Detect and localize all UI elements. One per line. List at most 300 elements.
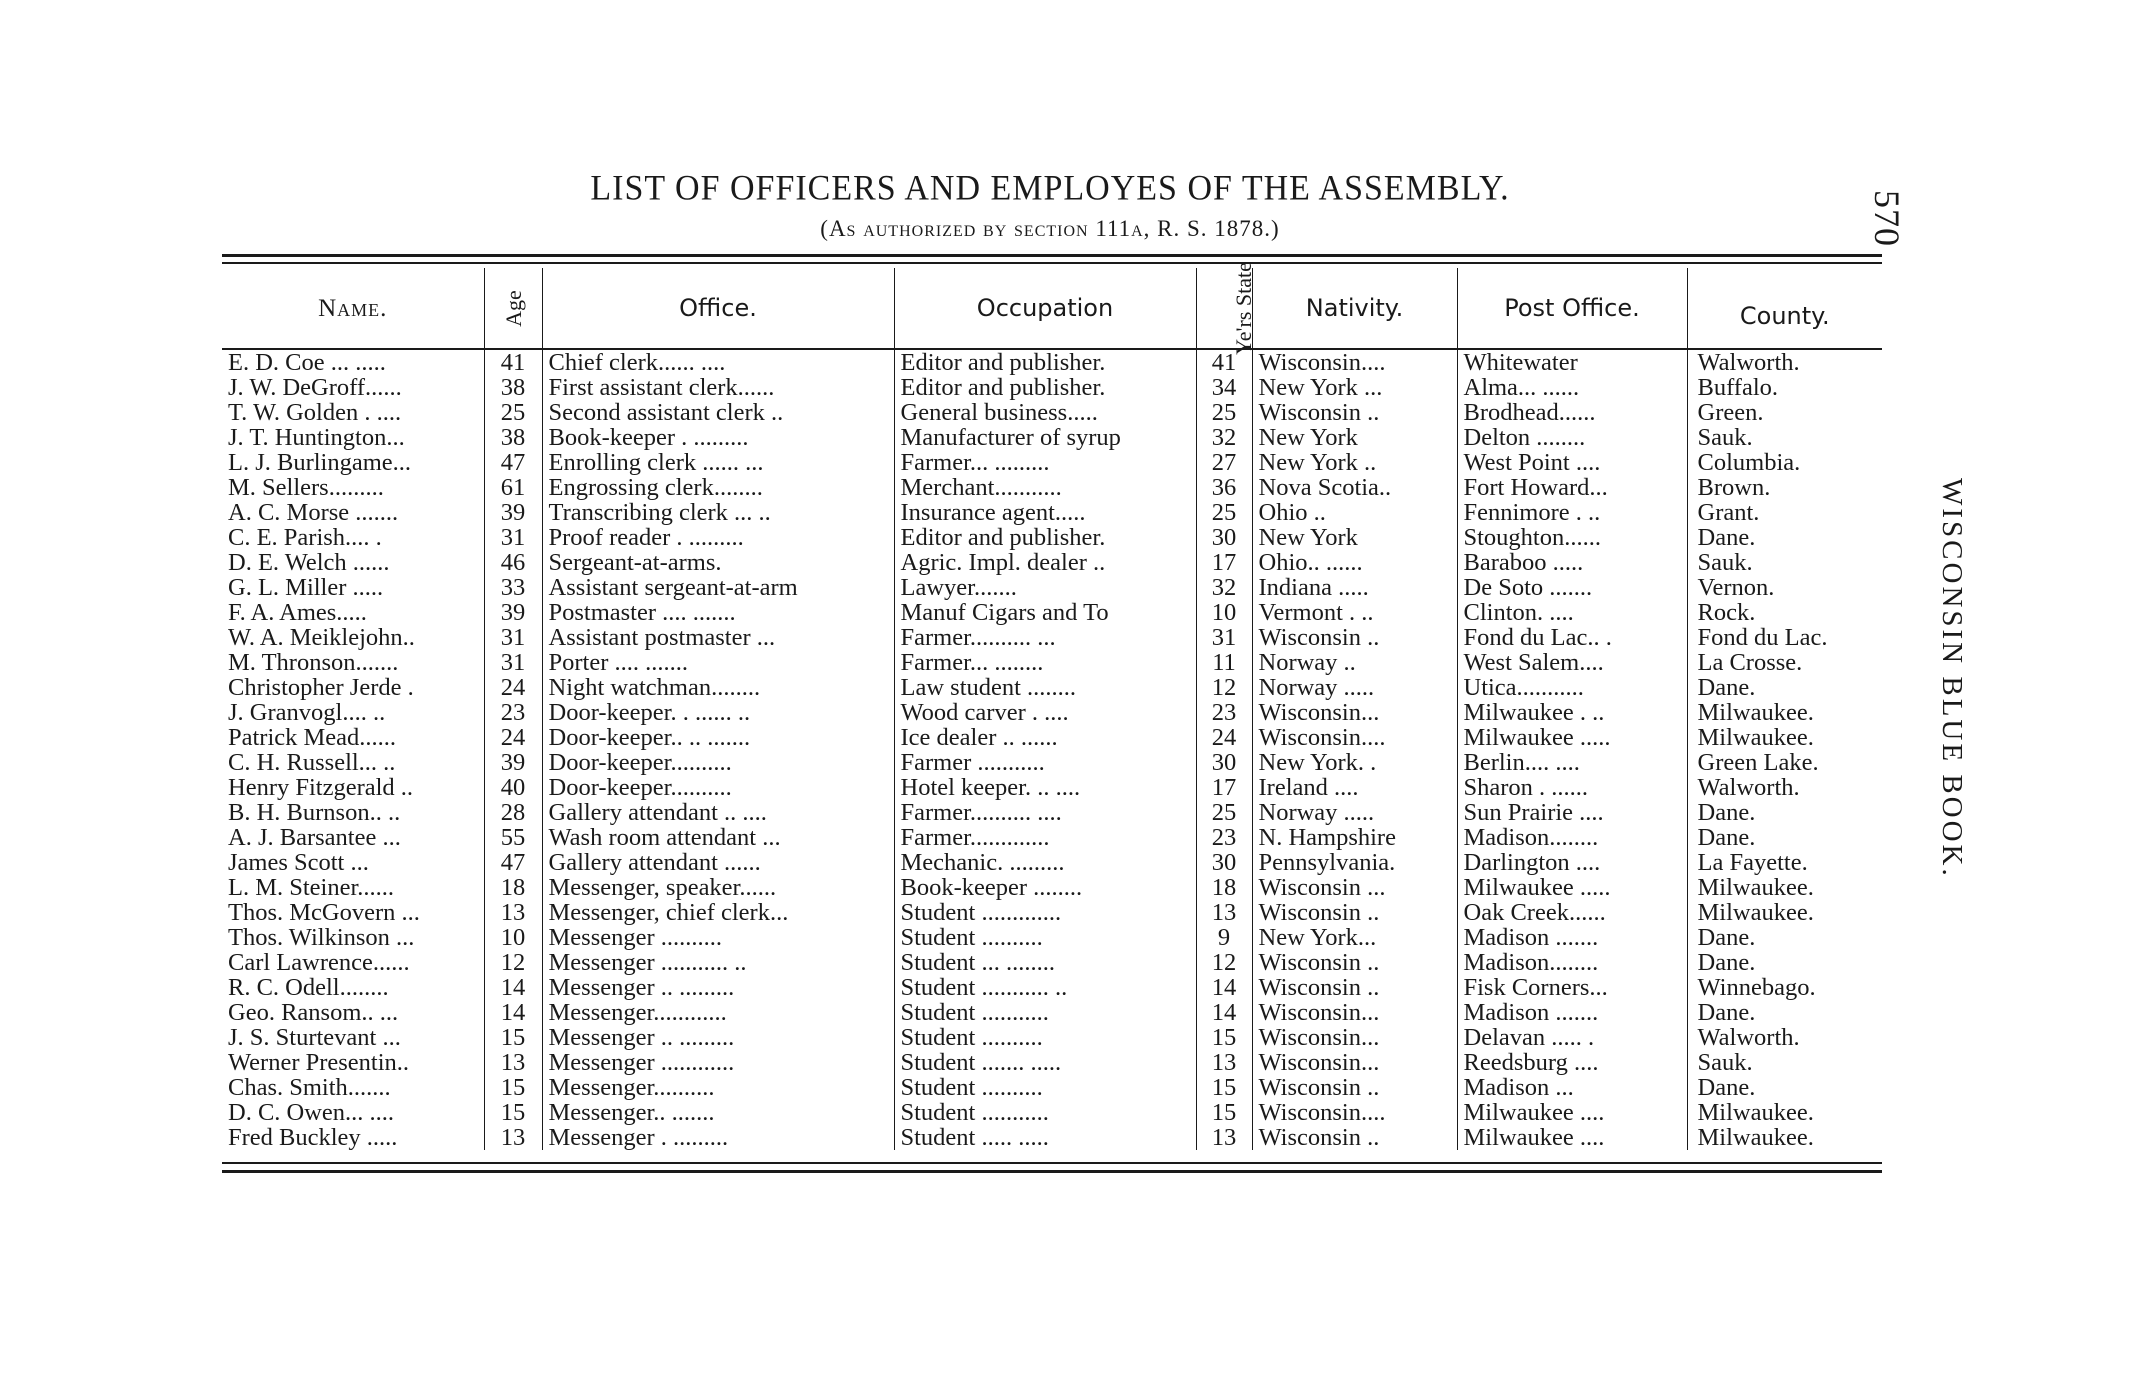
cell-occupation: Farmer... ........: [894, 650, 1196, 675]
cell-age: 23: [484, 700, 542, 725]
cell-age: 10: [484, 925, 542, 950]
cell-nativity: Wisconsin....: [1252, 1100, 1457, 1125]
cell-age: 40: [484, 775, 542, 800]
officers-table: [222, 261, 1882, 1150]
cell-post-office: Fond du Lac.. .: [1457, 625, 1687, 650]
cell-years-in-state: 24: [1196, 725, 1252, 750]
cell-name: W. A. Meiklejohn..: [228, 625, 415, 650]
table-row: [222, 1125, 1882, 1150]
table-row: [222, 1025, 1882, 1050]
page-title: LIST OF OFFICERS AND EMPLOYES OF THE ASSEMBLY.: [590, 169, 1510, 208]
cell-office: Enrolling clerk ...... ...: [542, 450, 894, 475]
table-row: [222, 550, 1882, 575]
cell-age: 38: [484, 375, 542, 400]
cell-name: L. J. Burlingame...: [228, 450, 412, 475]
cell-nativity: Wisconsin ..: [1252, 975, 1457, 1000]
cell-post-office: Milwaukee ....: [1457, 1100, 1687, 1125]
cell-office: Messenger, speaker......: [542, 875, 894, 900]
cell-office: Sergeant-at-arms.: [542, 550, 894, 575]
cell-occupation: Merchant...........: [894, 475, 1196, 500]
cell-nativity: Wisconsin ..: [1252, 900, 1457, 925]
table-row: [222, 575, 1882, 600]
top-rule-thick: [222, 254, 1882, 257]
cell-occupation: Student ... ........: [894, 950, 1196, 975]
cell-age: 47: [484, 850, 542, 875]
cell-name: Fred Buckley .....: [228, 1125, 398, 1150]
cell-name: F. A. Ames.....: [228, 600, 367, 625]
table-row: [222, 750, 1882, 775]
header-post-office: Post Office.: [1457, 268, 1687, 349]
cell-county: Walworth.: [1687, 1025, 1882, 1050]
cell-years-in-state: 15: [1196, 1075, 1252, 1100]
cell-occupation: Student ..........: [894, 1025, 1196, 1050]
cell-occupation: Farmer.............: [894, 825, 1196, 850]
table-header-row: [222, 268, 1882, 349]
cell-name: E. D. Coe ... .....: [228, 349, 386, 375]
cell-post-office: Baraboo .....: [1457, 550, 1687, 575]
cell-age: 46: [484, 550, 542, 575]
cell-years-in-state: 31: [1196, 625, 1252, 650]
cell-county: Dane.: [1687, 925, 1882, 950]
cell-occupation: Mechanic. .........: [894, 850, 1196, 875]
cell-nativity: Norway .....: [1252, 800, 1457, 825]
cell-nativity: Vermont . ..: [1252, 600, 1457, 625]
cell-name: C. H. Russell... ..: [228, 750, 396, 775]
cell-county: Sauk.: [1687, 425, 1882, 450]
officers-table-container: [222, 261, 1882, 1150]
cell-nativity: Wisconsin ..: [1252, 1075, 1457, 1100]
table-row: [222, 349, 1882, 375]
cell-nativity: Wisconsin....: [1252, 349, 1457, 375]
cell-county: Fond du Lac.: [1687, 625, 1882, 650]
cell-post-office: Delavan ..... .: [1457, 1025, 1687, 1050]
cell-occupation: Student ........... ..: [894, 975, 1196, 1000]
cell-age: 25: [484, 400, 542, 425]
cell-county: Green.: [1687, 400, 1882, 425]
header-years-in-state: Ye'rs State: [1196, 268, 1252, 349]
cell-nativity: Ohio.. ......: [1252, 550, 1457, 575]
cell-county: Dane.: [1687, 1000, 1882, 1025]
table-row: [222, 950, 1882, 975]
cell-post-office: Milwaukee . ..: [1457, 700, 1687, 725]
cell-county: Green Lake.: [1687, 750, 1882, 775]
cell-post-office: Darlington ....: [1457, 850, 1687, 875]
cell-post-office: De Soto .......: [1457, 575, 1687, 600]
cell-county: Sauk.: [1687, 1050, 1882, 1075]
cell-nativity: N. Hampshire: [1252, 825, 1457, 850]
cell-nativity: Pennsylvania.: [1252, 850, 1457, 875]
cell-years-in-state: 13: [1196, 1125, 1252, 1150]
cell-age: 15: [484, 1075, 542, 1100]
cell-years-in-state: 30: [1196, 750, 1252, 775]
cell-occupation: Student ...........: [894, 1100, 1196, 1125]
cell-name: Thos. Wilkinson ...: [228, 925, 415, 950]
cell-years-in-state: 12: [1196, 675, 1252, 700]
cell-county: Vernon.: [1687, 575, 1882, 600]
cell-age: 31: [484, 650, 542, 675]
cell-name: D. E. Welch ......: [228, 550, 390, 575]
cell-office: Second assistant clerk ..: [542, 400, 894, 425]
cell-occupation: Manuf Cigars and To: [894, 600, 1196, 625]
cell-age: 33: [484, 575, 542, 600]
header-nativity: Nativity.: [1252, 268, 1457, 349]
cell-nativity: Nova Scotia..: [1252, 475, 1457, 500]
table-row: [222, 700, 1882, 725]
cell-years-in-state: 10: [1196, 600, 1252, 625]
cell-occupation: Editor and publisher.: [894, 375, 1196, 400]
cell-office: Messenger ........... ..: [542, 950, 894, 975]
cell-post-office: Madison .......: [1457, 925, 1687, 950]
table-row: [222, 775, 1882, 800]
cell-nativity: Norway ..: [1252, 650, 1457, 675]
page-subtitle: (As authorized by section 111a, R. S. 1878.): [820, 216, 1280, 241]
table-row: [222, 1050, 1882, 1075]
cell-name: L. M. Steiner......: [228, 875, 395, 900]
cell-age: 24: [484, 675, 542, 700]
cell-office: Messenger.. .......: [542, 1100, 894, 1125]
cell-office: Messenger ............: [542, 1050, 894, 1075]
cell-nativity: Wisconsin ..: [1252, 950, 1457, 975]
cell-years-in-state: 25: [1196, 800, 1252, 825]
cell-name: J. T. Huntington...: [228, 425, 405, 450]
cell-years-in-state: 13: [1196, 900, 1252, 925]
table-row: [222, 425, 1882, 450]
cell-age: 28: [484, 800, 542, 825]
cell-years-in-state: 30: [1196, 525, 1252, 550]
cell-office: Night watchman........: [542, 675, 894, 700]
cell-name: Werner Presentin..: [228, 1050, 410, 1075]
cell-post-office: Milwaukee .....: [1457, 875, 1687, 900]
cell-county: Milwaukee.: [1687, 1125, 1882, 1150]
table-row: [222, 400, 1882, 425]
cell-years-in-state: 32: [1196, 425, 1252, 450]
cell-age: 13: [484, 900, 542, 925]
cell-county: Rock.: [1687, 600, 1882, 625]
cell-office: Assistant postmaster ...: [542, 625, 894, 650]
cell-county: Milwaukee.: [1687, 700, 1882, 725]
cell-post-office: Berlin.... ....: [1457, 750, 1687, 775]
cell-post-office: West Point ....: [1457, 450, 1687, 475]
cell-occupation: Farmer.......... ...: [894, 625, 1196, 650]
cell-nativity: Wisconsin ..: [1252, 1125, 1457, 1150]
cell-age: 61: [484, 475, 542, 500]
cell-post-office: Sun Prairie ....: [1457, 800, 1687, 825]
cell-age: 24: [484, 725, 542, 750]
cell-years-in-state: 27: [1196, 450, 1252, 475]
cell-county: Winnebago.: [1687, 975, 1882, 1000]
cell-post-office: Fort Howard...: [1457, 475, 1687, 500]
cell-occupation: Student .............: [894, 900, 1196, 925]
cell-office: Door-keeper..........: [542, 750, 894, 775]
cell-age: 15: [484, 1100, 542, 1125]
header-office: Office.: [542, 268, 894, 349]
cell-name: James Scott ...: [228, 850, 369, 875]
cell-occupation: Manufacturer of syrup: [894, 425, 1196, 450]
cell-name: Geo. Ransom.. ...: [228, 1000, 399, 1025]
cell-name: Christopher Jerde .: [228, 675, 414, 700]
cell-office: Messenger .. .........: [542, 1025, 894, 1050]
cell-county: Brown.: [1687, 475, 1882, 500]
cell-age: 31: [484, 625, 542, 650]
cell-years-in-state: 17: [1196, 550, 1252, 575]
cell-name: J. S. Sturtevant ...: [228, 1025, 401, 1050]
cell-name: B. H. Burnson.. ..: [228, 800, 401, 825]
cell-nativity: Wisconsin ...: [1252, 875, 1457, 900]
table-row: [222, 850, 1882, 875]
bottom-rule-thick: [222, 1170, 1882, 1173]
cell-age: 55: [484, 825, 542, 850]
cell-occupation: Hotel keeper. .. ....: [894, 775, 1196, 800]
cell-occupation: Book-keeper ........: [894, 875, 1196, 900]
cell-post-office: Whitewater: [1457, 349, 1687, 375]
cell-office: First assistant clerk......: [542, 375, 894, 400]
cell-age: 14: [484, 1000, 542, 1025]
table-row: [222, 1075, 1882, 1100]
cell-name: M. Thronson.......: [228, 650, 399, 675]
cell-occupation: Insurance agent.....: [894, 500, 1196, 525]
cell-county: La Crosse.: [1687, 650, 1882, 675]
cell-post-office: Oak Creek......: [1457, 900, 1687, 925]
cell-county: Milwaukee.: [1687, 725, 1882, 750]
cell-age: 41: [484, 349, 542, 375]
cell-office: Messenger . .........: [542, 1125, 894, 1150]
running-head: WISCONSIN BLUE BOOK.: [1936, 478, 1968, 879]
cell-years-in-state: 9: [1196, 925, 1252, 950]
cell-age: 39: [484, 600, 542, 625]
cell-office: Chief clerk...... ....: [542, 349, 894, 375]
cell-office: Transcribing clerk ... ..: [542, 500, 894, 525]
cell-name: Henry Fitzgerald ..: [228, 775, 414, 800]
cell-occupation: Ice dealer .. ......: [894, 725, 1196, 750]
cell-post-office: Sharon . ......: [1457, 775, 1687, 800]
cell-age: 31: [484, 525, 542, 550]
cell-years-in-state: 11: [1196, 650, 1252, 675]
cell-county: Buffalo.: [1687, 375, 1882, 400]
cell-nativity: Wisconsin...: [1252, 1000, 1457, 1025]
cell-nativity: New York: [1252, 425, 1457, 450]
cell-office: Engrossing clerk........: [542, 475, 894, 500]
cell-years-in-state: 25: [1196, 400, 1252, 425]
cell-post-office: Fisk Corners...: [1457, 975, 1687, 1000]
top-rule-thin: [222, 262, 1882, 264]
table-row: [222, 1100, 1882, 1125]
cell-age: 14: [484, 975, 542, 1000]
cell-occupation: Student ..........: [894, 925, 1196, 950]
cell-years-in-state: 23: [1196, 700, 1252, 725]
cell-post-office: Milwaukee .....: [1457, 725, 1687, 750]
cell-county: Dane.: [1687, 1075, 1882, 1100]
cell-occupation: Farmer ...........: [894, 750, 1196, 775]
cell-nativity: Wisconsin...: [1252, 1050, 1457, 1075]
table-row: [222, 975, 1882, 1000]
cell-name: A. C. Morse .......: [228, 500, 399, 525]
cell-name: G. L. Miller .....: [228, 575, 384, 600]
cell-name: T. W. Golden . ....: [228, 400, 402, 425]
cell-county: Milwaukee.: [1687, 900, 1882, 925]
cell-nativity: Ireland ....: [1252, 775, 1457, 800]
table-row: [222, 500, 1882, 525]
cell-name: Chas. Smith.......: [228, 1075, 391, 1100]
cell-name: J. W. DeGroff......: [228, 375, 402, 400]
cell-nativity: New York ...: [1252, 375, 1457, 400]
cell-years-in-state: 36: [1196, 475, 1252, 500]
cell-office: Wash room attendant ...: [542, 825, 894, 850]
cell-office: Porter .... .......: [542, 650, 894, 675]
cell-office: Gallery attendant ......: [542, 850, 894, 875]
header-age: Age: [484, 268, 542, 349]
cell-county: La Fayette.: [1687, 850, 1882, 875]
table-row: [222, 725, 1882, 750]
cell-occupation: Student ..........: [894, 1075, 1196, 1100]
cell-office: Messenger..........: [542, 1075, 894, 1100]
cell-office: Messenger .. .........: [542, 975, 894, 1000]
table-row: [222, 525, 1882, 550]
cell-years-in-state: 14: [1196, 1000, 1252, 1025]
cell-post-office: Reedsburg ....: [1457, 1050, 1687, 1075]
cell-county: Dane.: [1687, 800, 1882, 825]
cell-county: Dane.: [1687, 525, 1882, 550]
cell-post-office: Madison........: [1457, 950, 1687, 975]
table-row: [222, 475, 1882, 500]
cell-years-in-state: 41: [1196, 349, 1252, 375]
cell-county: Milwaukee.: [1687, 1100, 1882, 1125]
cell-age: 12: [484, 950, 542, 975]
table-row: [222, 825, 1882, 850]
cell-nativity: New York...: [1252, 925, 1457, 950]
cell-name: Patrick Mead......: [228, 725, 397, 750]
cell-occupation: Agric. Impl. dealer ..: [894, 550, 1196, 575]
cell-years-in-state: 12: [1196, 950, 1252, 975]
cell-occupation: Student ...........: [894, 1000, 1196, 1025]
cell-years-in-state: 17: [1196, 775, 1252, 800]
cell-occupation: General business.....: [894, 400, 1196, 425]
cell-office: Door-keeper..........: [542, 775, 894, 800]
cell-occupation: Lawyer.......: [894, 575, 1196, 600]
cell-years-in-state: 25: [1196, 500, 1252, 525]
cell-county: Walworth.: [1687, 349, 1882, 375]
cell-office: Door-keeper.. .. .......: [542, 725, 894, 750]
cell-nativity: Indiana .....: [1252, 575, 1457, 600]
cell-occupation: Editor and publisher.: [894, 349, 1196, 375]
officers-table-body: [222, 349, 1882, 1150]
cell-post-office: Utica...........: [1457, 675, 1687, 700]
cell-county: Grant.: [1687, 500, 1882, 525]
bottom-rule-thin: [222, 1162, 1882, 1164]
cell-nativity: Ohio ..: [1252, 500, 1457, 525]
cell-office: Proof reader . .........: [542, 525, 894, 550]
cell-post-office: Fennimore . ..: [1457, 500, 1687, 525]
cell-nativity: Wisconsin...: [1252, 1025, 1457, 1050]
table-row: [222, 875, 1882, 900]
header-name: Name.: [222, 268, 484, 349]
table-row: [222, 650, 1882, 675]
cell-name: J. Granvogl.... ..: [228, 700, 386, 725]
cell-post-office: Clinton. ....: [1457, 600, 1687, 625]
cell-age: 38: [484, 425, 542, 450]
cell-nativity: Wisconsin...: [1252, 700, 1457, 725]
cell-name: Carl Lawrence......: [228, 950, 410, 975]
cell-county: Dane.: [1687, 825, 1882, 850]
table-row: [222, 375, 1882, 400]
cell-county: Dane.: [1687, 950, 1882, 975]
table-row: [222, 625, 1882, 650]
cell-office: Postmaster .... .......: [542, 600, 894, 625]
cell-occupation: Editor and publisher.: [894, 525, 1196, 550]
cell-age: 18: [484, 875, 542, 900]
cell-years-in-state: 32: [1196, 575, 1252, 600]
cell-nativity: Norway .....: [1252, 675, 1457, 700]
cell-post-office: Madison........: [1457, 825, 1687, 850]
cell-office: Book-keeper . .........: [542, 425, 894, 450]
cell-post-office: Alma... ......: [1457, 375, 1687, 400]
cell-county: Milwaukee.: [1687, 875, 1882, 900]
cell-nativity: Wisconsin ..: [1252, 400, 1457, 425]
cell-occupation: Farmer.......... ....: [894, 800, 1196, 825]
cell-age: 13: [484, 1125, 542, 1150]
cell-office: Messenger............: [542, 1000, 894, 1025]
cell-name: M. Sellers.........: [228, 475, 384, 500]
cell-name: R. C. Odell........: [228, 975, 389, 1000]
header-occupation: Occupation: [894, 268, 1196, 349]
cell-name: A. J. Barsantee ...: [228, 825, 401, 850]
cell-years-in-state: 30: [1196, 850, 1252, 875]
cell-name: C. E. Parish.... .: [228, 525, 382, 550]
cell-occupation: Student ....... .....: [894, 1050, 1196, 1075]
table-row: [222, 675, 1882, 700]
cell-occupation: Student ..... .....: [894, 1125, 1196, 1150]
table-row: [222, 1000, 1882, 1025]
cell-county: Walworth.: [1687, 775, 1882, 800]
cell-post-office: Delton ........: [1457, 425, 1687, 450]
cell-years-in-state: 18: [1196, 875, 1252, 900]
cell-post-office: Stoughton......: [1457, 525, 1687, 550]
cell-office: Messenger ..........: [542, 925, 894, 950]
page-number: 570: [1867, 190, 1907, 247]
cell-post-office: Milwaukee ....: [1457, 1125, 1687, 1150]
cell-county: Dane.: [1687, 675, 1882, 700]
cell-years-in-state: 34: [1196, 375, 1252, 400]
cell-nativity: New York ..: [1252, 450, 1457, 475]
cell-age: 47: [484, 450, 542, 475]
cell-post-office: Madison .......: [1457, 1000, 1687, 1025]
cell-office: Assistant sergeant-at-arm: [542, 575, 894, 600]
cell-name: D. C. Owen... ....: [228, 1100, 395, 1125]
table-row: [222, 925, 1882, 950]
cell-nativity: Wisconsin....: [1252, 725, 1457, 750]
cell-years-in-state: 15: [1196, 1100, 1252, 1125]
cell-name: Thos. McGovern ...: [228, 900, 420, 925]
header-county: County.: [1687, 268, 1882, 349]
cell-office: Door-keeper. . ...... ..: [542, 700, 894, 725]
cell-age: 39: [484, 750, 542, 775]
table-row: [222, 900, 1882, 925]
cell-county: Columbia.: [1687, 450, 1882, 475]
cell-years-in-state: 23: [1196, 825, 1252, 850]
cell-age: 13: [484, 1050, 542, 1075]
cell-office: Messenger, chief clerk...: [542, 900, 894, 925]
cell-nativity: Wisconsin ..: [1252, 625, 1457, 650]
table-row: [222, 450, 1882, 475]
cell-office: Gallery attendant .. ....: [542, 800, 894, 825]
cell-post-office: West Salem....: [1457, 650, 1687, 675]
cell-years-in-state: 14: [1196, 975, 1252, 1000]
cell-age: 15: [484, 1025, 542, 1050]
cell-occupation: Law student ........: [894, 675, 1196, 700]
cell-occupation: Farmer... .........: [894, 450, 1196, 475]
cell-years-in-state: 13: [1196, 1050, 1252, 1075]
cell-nativity: New York. .: [1252, 750, 1457, 775]
cell-years-in-state: 15: [1196, 1025, 1252, 1050]
